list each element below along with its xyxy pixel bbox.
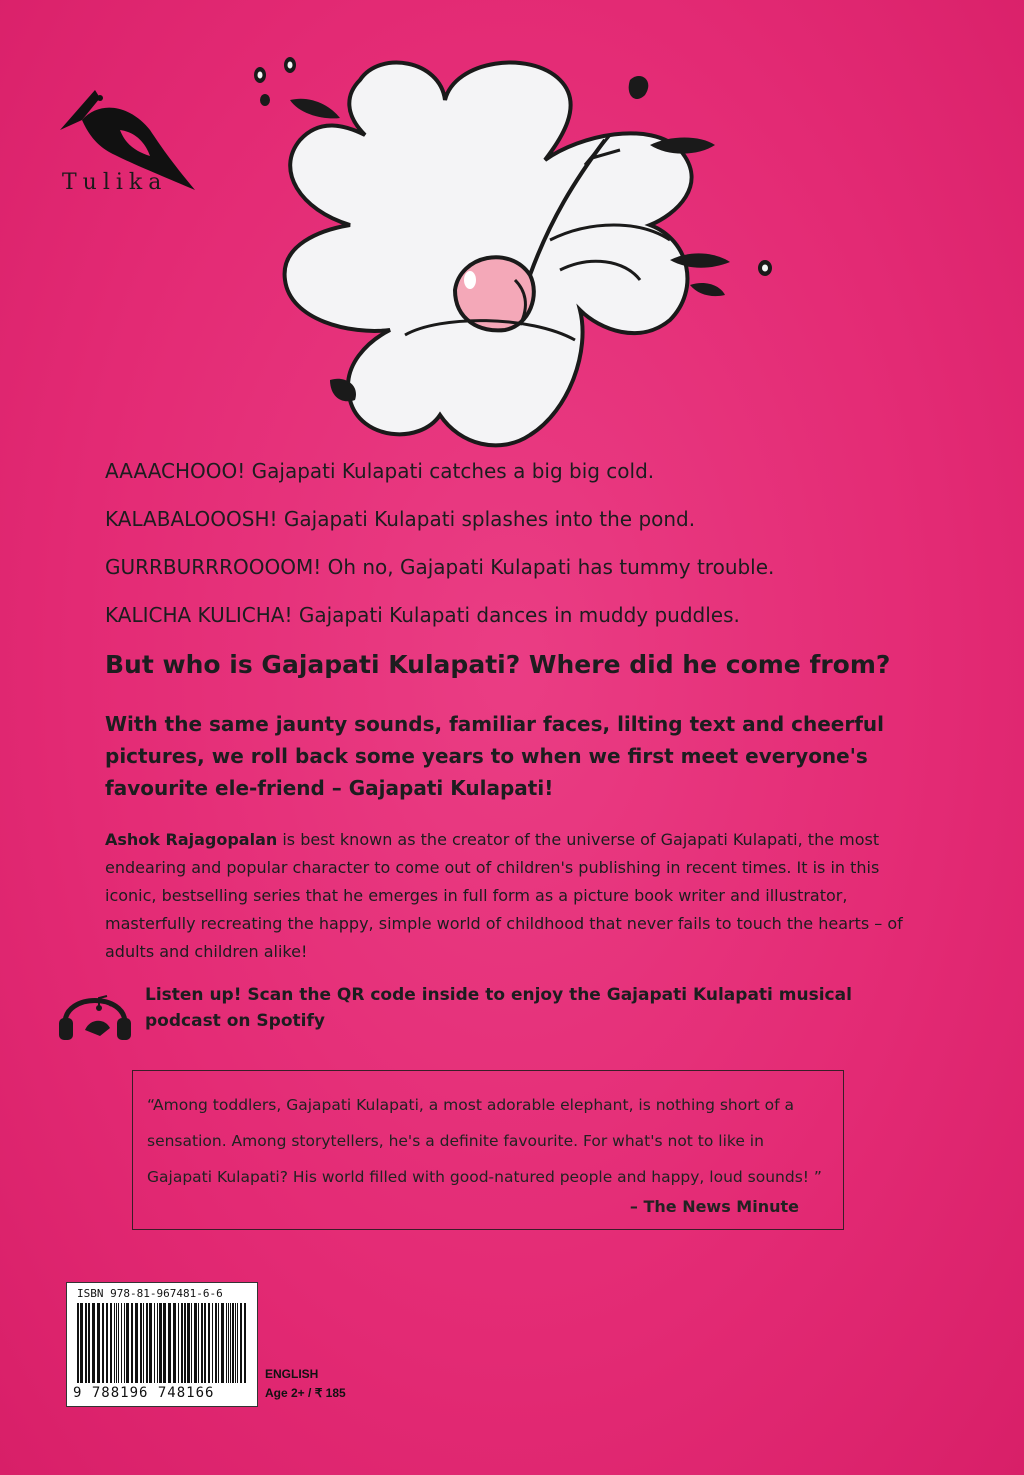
publisher-name: Tulika xyxy=(62,170,168,195)
publisher-logo xyxy=(40,60,210,210)
isbn-digits: 9 788196 748166 xyxy=(73,1385,215,1401)
author-name: Ashok Rajagopalan xyxy=(105,830,278,849)
author-bio xyxy=(105,826,925,966)
sound-line-2: KALABALOOOSH! Gajapati Kulapati splashes into the pond. xyxy=(105,507,696,531)
barcode xyxy=(66,1282,258,1407)
review-source: – The News Minute xyxy=(629,1197,799,1216)
sound-lines xyxy=(105,458,925,650)
review-quote-box xyxy=(132,1070,844,1230)
language-label: ENGLISH xyxy=(265,1367,319,1381)
listen-section xyxy=(55,976,935,1046)
listen-text: Listen up! Scan the QR code inside to enjoy the Gajapati Kulapati musical podcast on Spotify xyxy=(145,985,852,1031)
author-bio-text: is best known as the creator of the universe of Gajapati Kulapati, the most endearing and popular character to come out of children's publishing in recent times. It is in this iconic, bestselling series that he emerges in full form as a picture book writer and illustrator, masterfully recreating the happy, simple world of childhood that never fails to touch the hearts – of adults and children alike! xyxy=(105,830,903,961)
blurb-paragraph: With the same jaunty sounds, familiar faces, lilting text and cheerful pictures, we roll back some years to when we first meet everyone's favourite ele-friend – Gajapati Kulapati! xyxy=(105,712,885,800)
isbn-label: ISBN 978-81-967481-6-6 xyxy=(77,1287,223,1300)
sound-line-4: KALICHA KULICHA! Gajapati Kulapati dances in muddy puddles. xyxy=(105,603,740,627)
age-price-label: Age 2+ / ₹ 185 xyxy=(265,1386,346,1400)
headphones-icon xyxy=(55,978,135,1044)
review-quote: “Among toddlers, Gajapati Kulapati, a most adorable elephant, is nothing short of a sensation. Among storytellers, he's a definite favourite. For what's not to like in Gajapati Kulapati? His world filled with good-natured people and happy, loud sounds! ” xyxy=(147,1096,822,1186)
splash-illustration xyxy=(230,40,790,470)
sound-line-1: AAAACHOOO! Gajapati Kulapati catches a big big cold. xyxy=(105,459,655,483)
barcode-bars-icon xyxy=(75,1303,251,1383)
sound-line-3: GURRBURRROOOOM! Oh no, Gajapati Kulapati has tummy trouble. xyxy=(105,555,775,579)
headline-question: But who is Gajapati Kulapati? Where did he come from? xyxy=(105,650,891,679)
